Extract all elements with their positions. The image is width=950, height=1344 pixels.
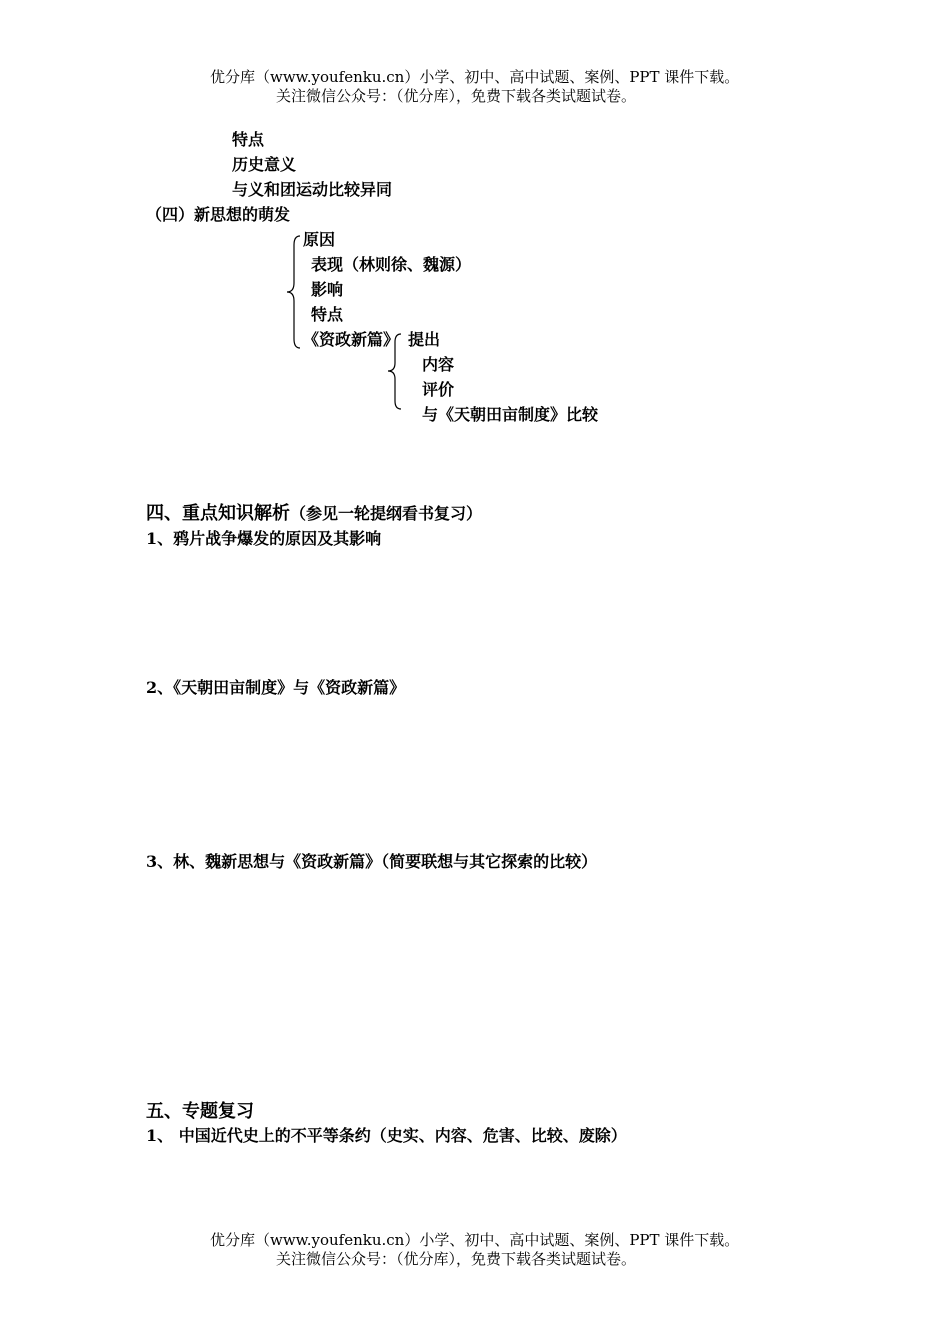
zizheng-content: 内容	[422, 355, 455, 374]
outline-item-comparison: 与义和团运动比较异同	[232, 180, 393, 199]
section-five-title: 五、专题复习	[146, 1101, 254, 1122]
section-four-title: 四、重点知识解析	[146, 503, 290, 524]
footer-line-1: 优分库（www.youfenku.cn）小学、初中、高中试题、案例、PPT 课件下载。	[210, 1231, 740, 1249]
item-influence: 影响	[311, 280, 344, 299]
zizheng-comparison: 与《天朝田亩制度》比较	[422, 405, 599, 424]
subsection-title: （四）新思想的萌发	[146, 205, 291, 224]
zizheng-evaluation: 评价	[422, 380, 455, 399]
question-2: 2、《天朝田亩制度》与《资政新篇》	[146, 678, 406, 697]
outline-item-features: 特点	[232, 130, 265, 149]
question-3: 3、林、魏新思想与《资政新篇》（简要联想与其它探索的比较）	[146, 852, 598, 871]
item-features: 特点	[311, 305, 344, 324]
item-zizheng: 《资政新篇》	[303, 330, 400, 349]
zizheng-proposal: 提出	[408, 330, 441, 349]
item-cause: 原因	[303, 230, 336, 249]
header-line-2: 关注微信公众号：（优分库），免费下载各类试题试卷。	[276, 87, 637, 105]
section-four-heading	[146, 499, 482, 525]
question-1: 1、鸦片战争爆发的原因及其影响	[146, 529, 382, 548]
header-line-1: 优分库（www.youfenku.cn）小学、初中、高中试题、案例、PPT 课件下载。	[210, 68, 740, 86]
brace-left-zizheng	[385, 331, 407, 413]
item-manifestation: 表现（林则徐、魏源）	[311, 255, 472, 274]
footer-line-2: 关注微信公众号：（优分库），免费下载各类试题试卷。	[276, 1250, 637, 1268]
outline-item-significance: 历史意义	[232, 155, 297, 174]
topic-1: 1、 中国近代史上的不平等条约（史实、内容、危害、比较、废除）	[146, 1126, 627, 1145]
section-four-note: （参见一轮提纲看书复习）	[290, 504, 483, 523]
